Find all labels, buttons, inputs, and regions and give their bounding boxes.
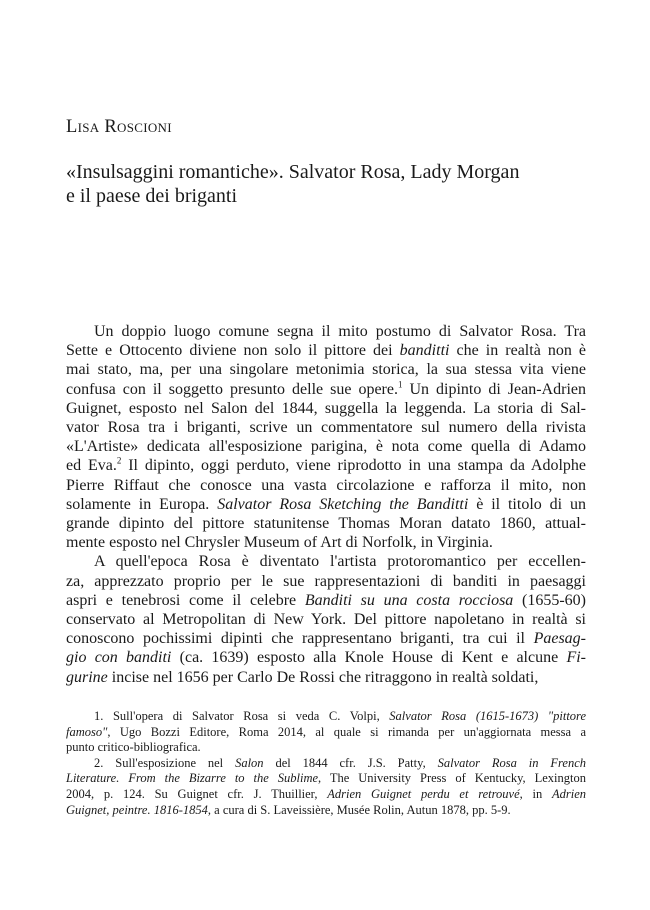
text-run: (ca. 1639) esposto alla Knole House di Kent e alcune: [171, 649, 567, 667]
body-line: [66, 418, 586, 437]
text-run: Adrien: [551, 786, 586, 801]
footnotes: [66, 709, 586, 818]
text-run: grande dipinto del pittore statunitense Thomas Moran datato 1860, attual-: [66, 515, 586, 533]
text-run: za, apprezzato proprio per le sue rappresentazioni di banditi in paesaggi: [66, 572, 586, 590]
text-run: Paesag-: [533, 630, 586, 648]
body-line: [66, 360, 586, 379]
text-run: del 1844 cfr. J.S. Patty,: [263, 755, 438, 770]
text-run: , a cura di S. Laveissière, Musée Rolin, Autun 1878, pp. 5-9.: [207, 802, 511, 817]
text-run: famoso": [66, 724, 108, 739]
text-run: , Ugo Bozzi Editore, Roma 2014, al quale si rimanda per un'aggiornata messa a: [107, 724, 586, 739]
author-first-name: Lisa: [66, 117, 100, 137]
text-run: gio con banditi: [66, 649, 172, 667]
title-line: e il paese dei briganti: [66, 185, 238, 207]
footnote-line: [66, 725, 586, 741]
text-run: ed Eva.: [66, 457, 117, 475]
text-run: A quell'epoca Rosa è diventato l'artista protoromantico per eccellen-: [94, 553, 586, 571]
footnote-line: [66, 787, 586, 803]
title-line: «Insulsaggini romantiche». Salvator Rosa, Lady Morgan: [66, 161, 520, 183]
body-line: [66, 437, 586, 456]
text-run: Guignet, esposto nel Salon del 1844, suggella la leggenda. La storia di Sal-: [66, 399, 586, 417]
body-line: [66, 341, 586, 360]
text-run: , The University Press of Kentucky, Lexington: [318, 771, 586, 786]
text-run: Fi-: [566, 649, 586, 667]
text-run: banditti: [399, 342, 450, 360]
body-line: [66, 668, 586, 687]
text-run: Guignet, peintre. 1816-1854: [66, 802, 208, 817]
text-run: Un doppio luogo comune segna il mito postumo di Salvator Rosa. Tra: [94, 323, 586, 340]
text-run: mai stato, ma, per una singolare metonimia storica, la sua stessa vita viene: [66, 361, 586, 379]
footnote-line: [66, 803, 586, 819]
text-run: incise nel 1656 per Carlo De Rossi che ritraggono in realtà soldati,: [107, 668, 539, 686]
body-line: [66, 533, 586, 552]
text-run: conoscono pochissimi dipinti che rappresentano briganti, tra cui il: [66, 630, 534, 648]
text-run: Banditi su una costa rocciosa: [304, 591, 514, 609]
body-line: [66, 514, 586, 533]
text-run: , in: [519, 786, 552, 801]
article-title: [66, 160, 606, 208]
text-run: Salvator Rosa in French: [437, 755, 586, 770]
text-run: 1. Sull'opera di Salvator Rosa si veda C. Volpi,: [94, 709, 390, 723]
text-run: mente esposto nel Chrysler Museum of Art di Norfolk, in Virginia.: [66, 534, 493, 552]
text-run: vator Rosa tra i briganti, scrive un commentatore sul numero della rivista: [66, 419, 586, 437]
text-run: Pierre Riffaut che conosce una vasta circolazione e rafforza il mito, non: [66, 476, 586, 494]
body-line: [66, 380, 586, 399]
text-run: Un dipinto di Jean-Adrien: [402, 380, 586, 398]
text-run: Salvator Rosa (1615-1673) "pittore: [389, 709, 586, 723]
body-line: [66, 591, 586, 610]
text-run: Literature. From the Bizarre to the Sublime: [66, 771, 319, 786]
text-run: conservato al Metropolitan di New York. Del pittore napoletano in realtà si: [66, 611, 586, 629]
text-run: solamente in Europa.: [66, 495, 218, 513]
author-name: [66, 117, 172, 138]
body-text: [66, 322, 586, 687]
text-run: Salvator Rosa Sketching the Banditti: [217, 495, 469, 513]
footnote-ref: 2: [116, 456, 122, 467]
text-run: (1655-60): [513, 591, 587, 609]
body-line: [66, 648, 586, 667]
text-run: Il dipinto, oggi perduto, viene riprodotto in una stampa da Adolphe: [121, 457, 586, 475]
text-run: confusa con il soggetto presunto delle sue opere.: [66, 380, 398, 398]
body-line: [66, 456, 586, 475]
body-line: [66, 476, 586, 495]
text-run: Salon: [235, 755, 264, 770]
text-run: Adrien Guignet perdu et retrouvé: [327, 786, 520, 801]
footnote-line: [66, 771, 586, 787]
body-line: [66, 629, 586, 648]
text-run: 2004, p. 124. Su Guignet cfr. J. Thuillier,: [66, 786, 328, 801]
text-run: «L'Artiste» dedicata all'esposizione parigina, è nota come quella di Adamo: [66, 438, 586, 456]
author-last-name: Roscioni: [104, 117, 172, 137]
body-line: [66, 572, 586, 591]
text-run: punto critico-bibliografica.: [66, 740, 201, 755]
body-line: [66, 552, 586, 571]
body-line: [66, 495, 586, 514]
body-line: [66, 610, 586, 629]
body-line: [66, 322, 586, 341]
text-run: che in realtà non è: [449, 342, 587, 360]
footnote-line: [66, 740, 586, 756]
footnote-ref: 1: [397, 379, 403, 390]
text-run: è il titolo di un: [468, 495, 587, 513]
text-run: 2. Sull'esposizione nel: [94, 755, 236, 770]
text-run: aspri e tenebrosi come il celebre: [66, 591, 305, 609]
footnote-line: [66, 756, 586, 772]
text-run: Sette e Ottocento diviene non solo il pittore dei: [66, 342, 400, 360]
text-run: gurine: [66, 668, 108, 686]
footnote-line: [66, 709, 586, 725]
body-line: [66, 399, 586, 418]
